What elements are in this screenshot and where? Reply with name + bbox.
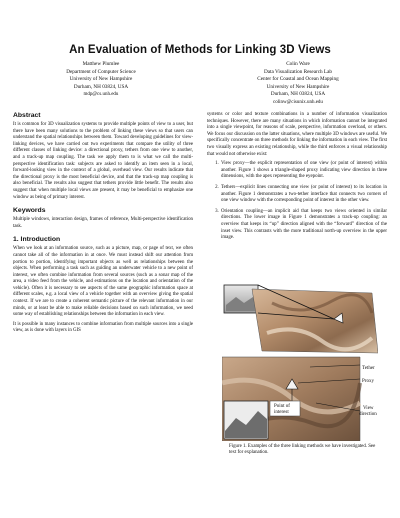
overview-terrain-top [252,289,378,353]
author-institution: University of New Hampshire [69,76,133,83]
author-email[interactable]: mdp@cs.unh.edu [83,92,119,98]
keywords-heading: Keywords [13,207,46,215]
figure-caption: Figure 1. Examples of the three linking methods we have investigated. See text for explanation. [229,444,376,456]
author-affiliation: Data Visualization Research Lab [263,68,332,75]
figure-1-image [222,283,378,441]
author-address: Durham, NH 03824, USA [270,91,326,98]
author-name: Colin Ware [286,61,310,67]
methods-list [207,161,387,242]
author-address: Durham, NH 03824, USA [73,83,129,90]
label-proxy: Proxy [362,379,374,384]
author-block-2 [208,61,388,107]
right-intro-paragraph: systems or color and texture combinations in a number of information visualization techniques. However, there are many situations in which information cannot be integrated into a single viewpoint, for reasons of scale, perspective, information overload, or others. We focus our discussion on the latter situations, where multiple 3D windows are useful. We specifically concentrate on three methods for linking the information in each view. The first two visually express an existing relationship, while the third enforces a visual relationship that would not otherwise exist: [207,112,387,157]
method-item-tethers: 2. Tethers—explicit lines connecting one view (or point of interest) to its location in another. Figure 1 demonstrates a two-tether interface that connects two corners of one view window with the corresponding point of interest in the other view. [220,185,387,205]
lower-panel [222,357,360,441]
author-block-1 [11,61,191,99]
intro-paragraph-2: It is possible in many instances to combine information from multiple sources into a single view, as is done with layers in GIS [13,321,193,334]
intro-paragraph-1: When we look at an information source, such as a picture, map, or page of text, we often cannot take all of the information in at once. We must instead shift our attention from portion to portion, identifying important objects as well as relationships between the objects. When performing a task such as guiding an underwater vehicle to a new point of interest, we often combine information from several sources (such as a sonar map of the area, a video feed from the vehicle, and estimations on the location and orientation of the vehicle). Often it is necessary to see aspects of the same geographic information space at different scales, e.g. a local view of a vehicle together with an overview giving the spatial context. If we are to create a coherent semantic picture of the relevant information in our minds, or at least be able to make reliable decisions based on such information, we need some way of establishing relationships between the information in each view. [13,246,193,318]
abstract-heading: Abstract [13,112,41,119]
intro-heading: 1. Introduction [13,236,61,244]
right-column [207,112,387,246]
author-university: University of New Hampshire [266,83,330,90]
upper-panel [222,283,378,355]
method-item-view-proxy: 1. View proxy—the explicit representation of one view (or point of interest) within another. Figure 1 shows a triangle-shaped proxy indicating view direction in three dimensions, with the apex representing the eyepoint. [220,161,387,181]
author-email[interactable]: colinw@cisunix.unh.edu [273,99,323,105]
left-column [13,112,193,338]
author-name: Matthew Plumlee [82,61,120,67]
label-point-of: Point of [274,404,290,409]
label-interest: interest [274,410,289,415]
author-institution: Center for Coastal and Ocean Mapping [257,76,339,83]
author-affiliation: Department of Computer Science [66,68,136,75]
method-item-orientation-coupling: 3. Orientation coupling—an implicit aid that keeps two views oriented in similar directions. The lower image in Figure 1 demonstrates a track-up coupling: an overview that keeps its “up” direction aligned with the “forward” direction of the inset view. This contrasts with the more traditional north-up overview in the upper image. [220,209,387,242]
label-direction: direction [359,412,377,417]
label-tether: Tether [362,366,375,371]
label-view: View [363,406,374,411]
paper-title: An Evaluation of Methods for Linking 3D Views [69,44,331,56]
keywords-text: Multiple windows, interaction design, frames of reference, Multi-perspective identification task. [13,217,193,229]
abstract-text: It is common for 3D visualization systems to provide multiple points of view to a user, but there have been many solutions to the problem of linking these views so that users can understand the spatial relationships between them. Toward developing guidelines for view-linking devices, we have carried out two experiments that compare the utility of three different classes of linking device: a directional proxy, tethers from one view to another, and a track-up map coupling. The task we apply them to is what we call the multi-perspective identification task: subjects are asked to identify an item seen in a local, forward-looking view in the context of a global, overhead view. Our results indicate that the directional proxy is the most beneficial device, and that the track-up map coupling is also beneficial. The results also suggest that tethers provide little benefit. The results also suggest that when multiple local views are present, it may be beneficial to emphasize one window as being of primary interest. [13,122,193,200]
